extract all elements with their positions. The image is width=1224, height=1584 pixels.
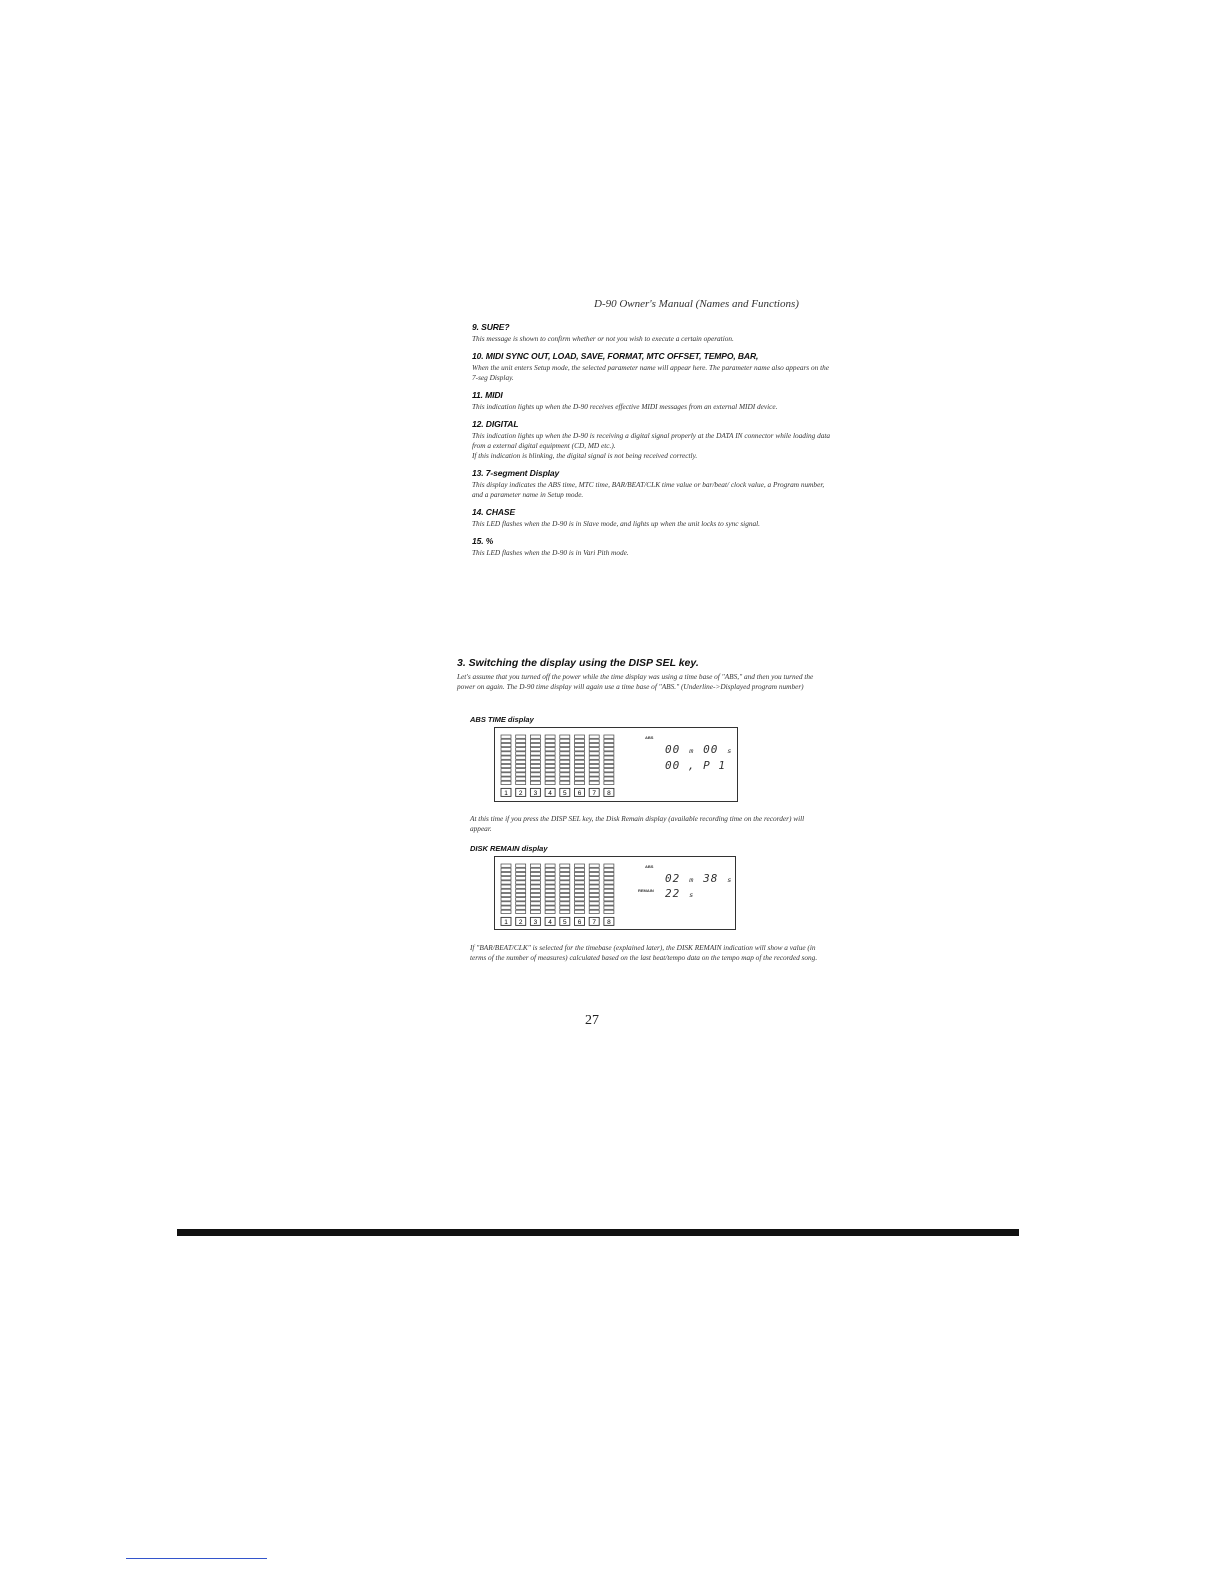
meter-segment [516,752,526,755]
meter-segment [604,864,614,867]
meter-segment [604,756,614,759]
meter-segment [530,752,540,755]
meter-segment [516,864,526,867]
meter-segment [589,743,599,746]
track-number: 2 [518,918,523,926]
page-header: D-90 Owner's Manual (Names and Functions) [594,298,799,310]
meter-segment [575,898,585,901]
meter-segment [545,910,555,913]
meter-segment [545,777,555,780]
meter-segment [560,881,570,884]
meter-segment [516,781,526,784]
meter-segment [589,872,599,875]
meter-segment [575,906,585,909]
meter-segment [530,893,540,896]
meter-segment [575,748,585,751]
program-readout: 00 , P 1 [665,759,726,772]
meter-segment [560,777,570,780]
item-body: This LED flashes when the D-90 is in Vari Pith mode. [472,548,629,557]
time-readout: 00 ₘ 00 ₛ [665,743,734,756]
meter-segment [604,893,614,896]
meter-segment [575,881,585,884]
meter-segment [501,769,511,772]
meter-segment [530,743,540,746]
section-title: 3. Switching the display using the DISP SEL key. [457,657,699,669]
meter-segment [501,748,511,751]
meter-segment [545,881,555,884]
meter-segment [501,752,511,755]
meter-segment [560,781,570,784]
item-body: This indication lights up when the D-90 receives effective MIDI messages from an external MIDI device. [472,402,778,411]
meter-segment [501,893,511,896]
meter-segment [589,898,599,901]
meter-segment [501,764,511,767]
meter-segment [604,773,614,776]
meter-segment [604,735,614,738]
meter-segment [575,781,585,784]
meter-segment [516,902,526,905]
abs-tag: ABS [645,864,654,869]
meter-segment [604,885,614,888]
meter-segment [545,756,555,759]
meter-segment [545,893,555,896]
meter-segment [589,760,599,763]
meter-segment [560,752,570,755]
footer-line [126,1558,267,1559]
meter-segment [530,756,540,759]
meter-segment [501,881,511,884]
meter-segment [530,877,540,880]
meter-segment [545,906,555,909]
item-body: When the unit enters Setup mode, the selected parameter name will appear here. The parameter name also appears on the 7-seg Display. [472,363,830,382]
meter-segment [545,885,555,888]
meter-segment [560,764,570,767]
section-intro: Let's assume that you turned off the power while the time display was using a time base of "ABS," and then you turned the power on again. The D-90 time display will again use a time base of "ABS." (Underline->Displayed program number) [457,672,814,691]
meter-segment [530,769,540,772]
meter-segment [604,872,614,875]
meter-segment [545,769,555,772]
meter-segment [545,781,555,784]
meter-segment [501,777,511,780]
item-title: 9. SURE? [472,322,510,332]
item-percent [472,536,832,558]
meter-segment [589,868,599,871]
item-title: 15. % [472,536,494,546]
meter-segment [530,739,540,742]
meter-segment [501,885,511,888]
meter-segment [560,868,570,871]
track-number: 8 [607,918,611,926]
meter-segment [560,748,570,751]
meter-segment [589,910,599,913]
meter-segment [516,893,526,896]
meter-segment [545,868,555,871]
disp-sel-section [457,657,827,692]
item-title: 11. MIDI [472,390,503,400]
item-chase [472,507,832,529]
meter-segment [501,760,511,763]
meter-segment [560,910,570,913]
meter-segment [589,864,599,867]
track-number: 5 [562,918,567,926]
meter-segment [560,902,570,905]
meter-segment [516,739,526,742]
meter-segment [560,885,570,888]
meter-segment [501,898,511,901]
meter-segment [589,902,599,905]
meter-segment [604,752,614,755]
meter-segment [530,777,540,780]
item-title: 14. CHASE [472,507,516,517]
meter-segment [545,735,555,738]
meter-segment [575,872,585,875]
time-readout: 02 ₘ 38 ₛ [665,872,734,885]
meter-segment [604,868,614,871]
remain-tag: REMAIN [638,888,654,893]
item-7seg [472,468,832,500]
section-mid: At this time if you press the DISP SEL key, the Disk Remain display (available recording time on the recorder) will appear. [470,814,805,833]
meter-segment [589,764,599,767]
meter-segment [575,743,585,746]
meter-segment [516,769,526,772]
meter-segment [545,889,555,892]
meter-segment [589,739,599,742]
meter-segment [575,885,585,888]
meter-segment [560,773,570,776]
meter-segment [575,910,585,913]
meter-segment [575,902,585,905]
meter-segment [589,893,599,896]
level-meters-icon [495,728,615,801]
meter-segment [530,881,540,884]
meter-segment [516,743,526,746]
meter-segment [575,777,585,780]
meter-segment [516,872,526,875]
meter-segment [604,760,614,763]
meter-segment [575,877,585,880]
track-number: 8 [607,789,611,797]
meter-segment [516,773,526,776]
fig2-label: DISK REMAIN display [470,844,548,853]
section-outro: If "BAR/BEAT/CLK" is selected for the timebase (explained later), the DISK REMAIN indication will show a value (in terms of the number of measures) calculated based on the last beat/tempo data on the tempo map of the recorded song. [470,943,818,962]
item-setup-params [472,351,832,383]
meter-segment [530,760,540,763]
item-title: 13. 7-segment Display [472,468,560,478]
meter-segment [575,893,585,896]
meter-segment [516,735,526,738]
meter-segment [545,902,555,905]
track-number: 3 [533,918,538,926]
meter-segment [530,885,540,888]
track-number: 7 [592,918,597,926]
item-body: This message is shown to confirm whether or not you wish to execute a certain operation. [472,334,734,343]
meter-segment [501,872,511,875]
meter-segment [589,889,599,892]
meter-segment [545,764,555,767]
meter-segment [604,898,614,901]
meter-segment [604,902,614,905]
meter-segment [575,889,585,892]
meter-segment [560,735,570,738]
meter-segment [589,885,599,888]
meter-segment [575,752,585,755]
meter-segment [589,752,599,755]
meter-segment [575,773,585,776]
meter-segment [530,764,540,767]
bottom-rule [177,1229,1019,1236]
meter-segment [501,877,511,880]
meter-segment [530,872,540,875]
meter-segment [560,893,570,896]
meter-segment [545,864,555,867]
meter-segment [604,769,614,772]
meter-segment [575,764,585,767]
item-sure [472,322,832,344]
meter-segment [589,777,599,780]
meter-segment [501,773,511,776]
meter-segment [575,868,585,871]
meter-segment [589,906,599,909]
meter-segment [604,881,614,884]
meter-segment [545,898,555,901]
meter-segment [530,773,540,776]
meter-segment [604,906,614,909]
item-body: This indication lights up when the D-90 is receiving a digital signal properly at the DATA IN connector while loading data from a external digital equipment (CD, MD etc.). [472,431,831,450]
meter-segment [516,910,526,913]
meter-segment [516,885,526,888]
meter-segment [530,781,540,784]
meter-segment [589,881,599,884]
abs-time-display [494,727,738,802]
meter-segment [589,769,599,772]
meter-segment [501,864,511,867]
item-midi [472,390,832,412]
meter-segment [575,760,585,763]
meter-segment [501,743,511,746]
meter-segment [530,864,540,867]
meter-segment [560,756,570,759]
meter-segment [575,864,585,867]
meter-segment [589,773,599,776]
meter-segment [530,748,540,751]
level-meters-icon [495,857,615,929]
meter-segment [530,902,540,905]
meter-segment [516,777,526,780]
meter-segment [604,743,614,746]
meter-segment [545,739,555,742]
meter-segment [589,756,599,759]
remain-readout: 22 ₛ [665,887,696,900]
meter-segment [604,781,614,784]
meter-segment [560,743,570,746]
meter-segment [604,889,614,892]
meter-segment [516,906,526,909]
meter-segment [560,760,570,763]
meter-segment [516,748,526,751]
track-number: 7 [592,789,597,797]
meter-segment [501,868,511,871]
meter-segment [589,781,599,784]
track-number: 6 [577,918,582,926]
meter-segment [604,748,614,751]
meter-segment [501,756,511,759]
meter-segment [604,910,614,913]
meter-segment [604,739,614,742]
item-list [472,322,832,565]
meter-segment [530,868,540,871]
meter-segment [516,898,526,901]
meter-segment [604,764,614,767]
meter-segment [560,872,570,875]
meter-segment [560,864,570,867]
meter-segment [501,735,511,738]
meter-segment [560,739,570,742]
meter-segment [589,748,599,751]
meter-segment [545,748,555,751]
meter-segment [501,889,511,892]
meter-segment [530,735,540,738]
meter-segment [545,752,555,755]
meter-segment [545,743,555,746]
meter-segment [516,889,526,892]
fig1-label: ABS TIME display [470,715,534,724]
item-digital [472,419,832,461]
meter-segment [575,735,585,738]
meter-segment [589,877,599,880]
meter-segment [560,889,570,892]
abs-tag: ABS [645,735,654,740]
meter-segment [575,769,585,772]
disk-remain-display [494,856,736,930]
meter-segment [575,756,585,759]
meter-segment [530,906,540,909]
meter-segment [604,877,614,880]
meter-segment [589,735,599,738]
meter-segment [545,773,555,776]
meter-segment [516,764,526,767]
meter-segment [545,872,555,875]
meter-segment [516,756,526,759]
meter-segment [530,910,540,913]
track-number: 5 [562,789,567,797]
track-number: 4 [548,789,552,797]
meter-segment [516,868,526,871]
item-body: This display indicates the ABS time, MTC time, BAR/BEAT/CLK time value or bar/beat/ clock value, a Program number, and a parameter name in Setup mode. [472,480,825,499]
meter-segment [575,739,585,742]
page-number: 27 [585,1013,599,1028]
meter-segment [501,910,511,913]
meter-segment [516,881,526,884]
meter-segment [530,889,540,892]
meter-segment [560,906,570,909]
meter-segment [501,906,511,909]
item-body-note: If this indication is blinking, the digital signal is not being received correctly. [472,451,698,460]
meter-segment [501,902,511,905]
meter-segment [545,760,555,763]
track-number: 1 [504,918,508,926]
meter-segment [516,760,526,763]
item-title: 10. MIDI SYNC OUT, LOAD, SAVE, FORMAT, MTC OFFSET, TEMPO, BAR, [472,351,759,361]
meter-segment [501,781,511,784]
meter-segment [604,777,614,780]
track-number: 2 [518,789,523,797]
meter-segment [560,877,570,880]
meter-segment [560,898,570,901]
meter-segment [530,898,540,901]
track-number: 6 [577,789,582,797]
meter-segment [501,739,511,742]
meter-segment [560,769,570,772]
meter-segment [516,877,526,880]
track-number: 4 [548,918,552,926]
track-number: 1 [504,789,508,797]
track-number: 3 [533,789,538,797]
item-title: 12. DIGITAL [472,419,519,429]
item-body: This LED flashes when the D-90 is in Slave mode, and lights up when the unit locks to sync signal. [472,519,761,528]
meter-segment [545,877,555,880]
